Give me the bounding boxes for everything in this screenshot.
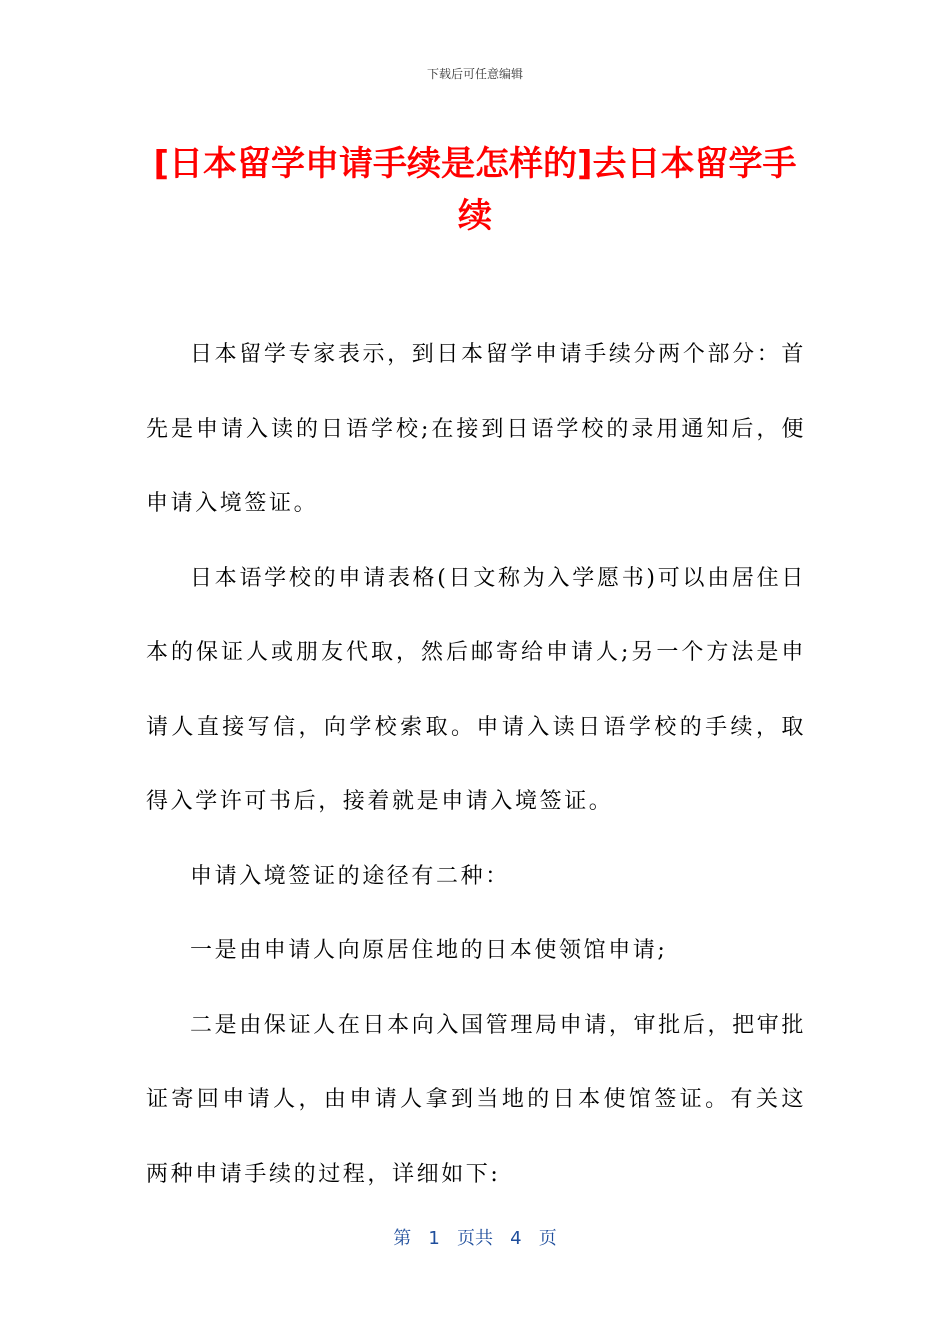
paragraph: 日本语学校的申请表格(日文称为入学愿书)可以由居住日本的保证人或朋友代取，然后邮寄给申请人;另一个方法是申请人直接写信，向学校索取。申请入读日语学校的手续，取得入学许可书后，接着就是申请入境签证。 [146, 565, 806, 814]
paragraph: 二是由保证人在日本向入国管理局申请，审批后，把审批证寄回申请人，由申请人拿到当地的日本使馆签证。有关这两种申请手续的过程，详细如下: [146, 1012, 806, 1187]
page-current: 1 [428, 1228, 440, 1249]
document-body [146, 318, 806, 1212]
page-middle: 页共 [457, 1228, 493, 1249]
page-suffix: 页 [538, 1228, 557, 1249]
document-title: [日本留学申请手续是怎样的]去日本留学手续 [153, 144, 797, 236]
paragraph: 一是由申请人向原居住地的日本使领馆申请; [190, 938, 668, 963]
page-prefix: 第 [393, 1228, 412, 1249]
paragraph: 申请入境签证的途径有二种： [190, 863, 510, 889]
page-total: 4 [510, 1228, 522, 1249]
paragraph: 日本留学专家表示，到日本留学申请手续分两个部分：首先是申请入读的日语学校;在接到日语学校的录用通知后，便申请入境签证。 [146, 342, 806, 516]
header-note: 下载后可任意编辑 [426, 67, 523, 81]
page-footer [0, 1226, 950, 1252]
